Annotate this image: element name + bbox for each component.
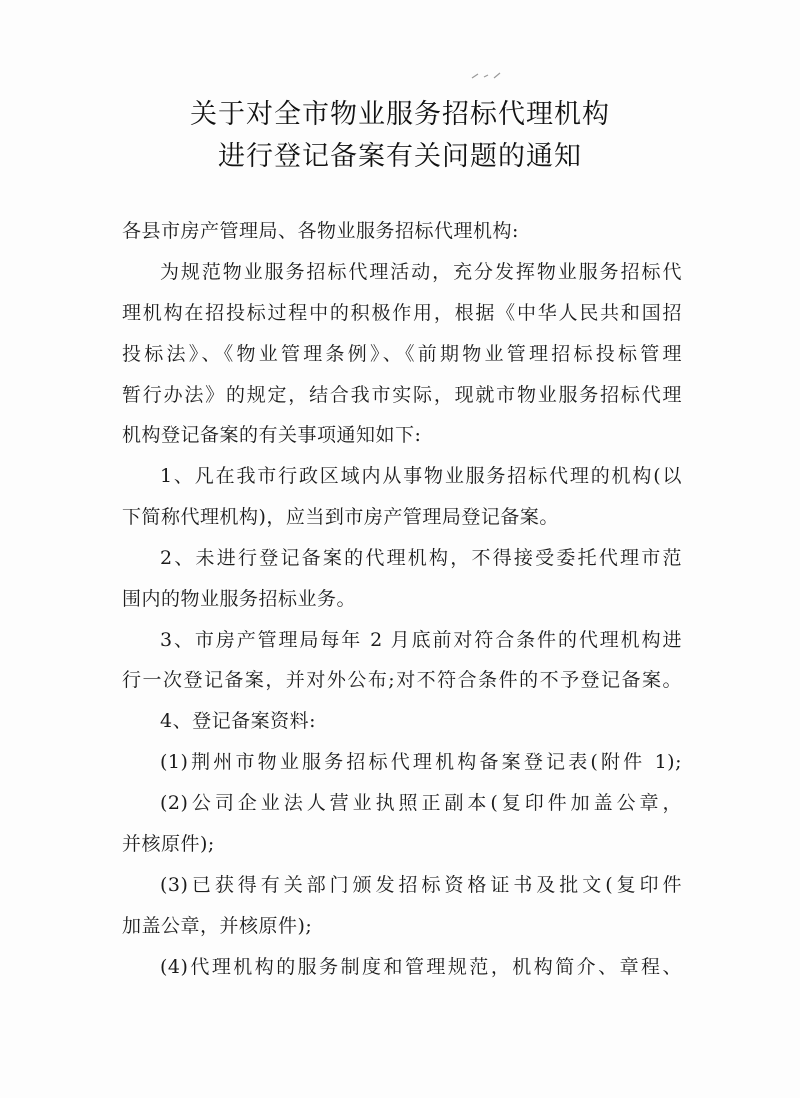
- item-1-line: 下简称代理机构)，应当到市房产管理局登记备案。: [122, 506, 559, 528]
- sub-item-1: (1)荆州市物业服务招标代理机构备案登记表(附件 1);: [160, 751, 682, 773]
- document-title-line-2: 进行登记备案有关问题的通知: [218, 141, 582, 172]
- sub-item-2-line: (2)公司企业法人营业执照正副本(复印件加盖公章，: [160, 792, 682, 814]
- item-4-heading: 4、登记备案资料:: [160, 710, 316, 732]
- sub-item-2-line: 并核原件);: [122, 833, 215, 855]
- salutation: 各县市房产管理局、各物业服务招标代理机构:: [122, 220, 519, 242]
- item-3-line: 3、市房产管理局每年 2 月底前对符合条件的代理机构进: [160, 629, 682, 651]
- body-paragraph-line: 投标法》、《物业管理条例》、《前期物业管理招标投标管理: [122, 343, 682, 365]
- item-2-line: 围内的物业服务招标业务。: [122, 588, 357, 610]
- body-paragraph-line: 暂行办法》的规定，结合我市实际，现就市物业服务招标代理: [122, 384, 682, 406]
- body-paragraph-line: 理机构在招投标过程中的积极作用，根据《中华人民共和国招: [122, 302, 682, 324]
- body-paragraph-line: 机构登记备案的有关事项通知如下:: [122, 424, 422, 446]
- sub-item-3-line: (3)已获得有关部门颁发招标资格证书及批文(复印件: [160, 874, 682, 896]
- sub-item-3-line: 加盖公章，并核原件);: [122, 915, 313, 937]
- item-1-line: 1、凡在我市行政区域内从事物业服务招标代理的机构(以: [160, 465, 682, 487]
- sub-item-4-line: (4)代理机构的服务制度和管理规范，机构简介、章程、: [160, 956, 682, 978]
- body-paragraph-line: 为规范物业服务招标代理活动，充分发挥物业服务招标代: [160, 261, 682, 283]
- scan-smudge: [470, 72, 504, 80]
- item-3-line: 行一次登记备案，并对外公布;对不符合条件的不予登记备案。: [122, 669, 682, 691]
- document-title-line-1: 关于对全市物业服务招标代理机构: [190, 99, 610, 130]
- item-2-line: 2、未进行登记备案的代理机构，不得接受委托代理市范: [160, 547, 682, 569]
